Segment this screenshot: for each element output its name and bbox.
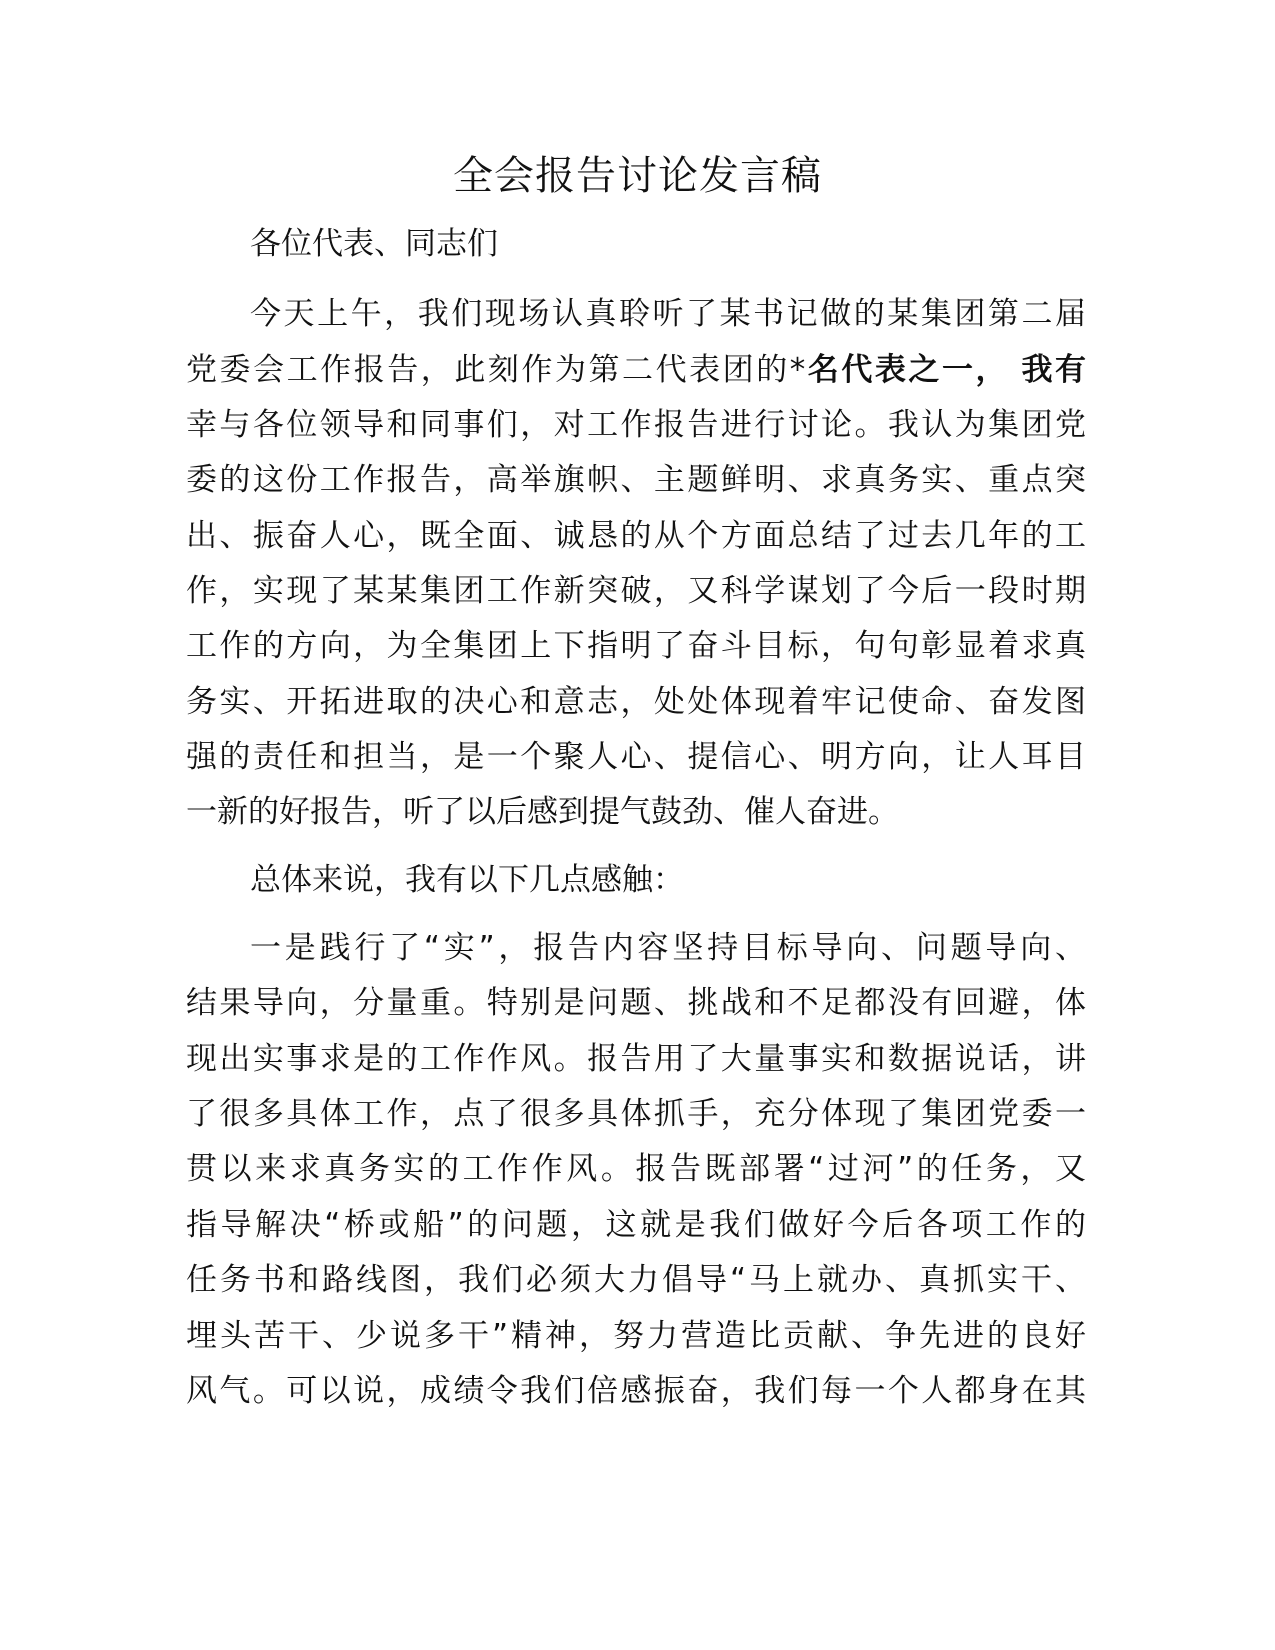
paragraph-line: 委的这份工作报告，高举旗帜、主题鲜明、求真务实、重点突 [186, 462, 1086, 498]
paragraph-line: 埋头苦干、少说多干”精神，努力营造比贡献、争先进的良好 [186, 1318, 1086, 1354]
paragraph-line: 务实、开拓进取的决心和意志，处处体现着牢记使命、奋发图 [186, 684, 1086, 720]
paragraph-line: 幸与各位领导和同事们，对工作报告进行讨论。我认为集团党 [186, 407, 1086, 443]
paragraph-line: 一新的好报告，听了以后感到提气鼓劲、催人奋进。 [186, 794, 899, 830]
paragraph-line: 任务书和路线图，我们必须大力倡导“马上就办、真抓实干、 [186, 1262, 1086, 1298]
text-run: 党委会工作报告，此刻作为第二代表团的* [186, 352, 806, 388]
paragraph-line: 总体来说，我有以下几点感触： [250, 862, 684, 898]
paragraph-line: 工作的方向，为全集团上下指明了奋斗目标，句句彰显着求真 [186, 628, 1086, 664]
paragraph-line: 一是践行了“实”，报告内容坚持目标导向、问题导向、 [250, 930, 1086, 966]
paragraph-line: 现出实事求是的工作作风。报告用了大量事实和数据说话，讲 [186, 1041, 1086, 1077]
paragraph-line: 出、振奋人心，既全面、诚恳的从个方面总结了过去几年的工 [186, 518, 1086, 554]
bold-text-run: 我有 [1021, 352, 1087, 388]
paragraph-line: 指导解决“桥或船”的问题，这就是我们做好今后各项工作的 [186, 1207, 1086, 1243]
greeting: 各位代表、同志们 [250, 226, 498, 262]
document-title: 全会报告讨论发言稿 [453, 153, 822, 199]
paragraph-line [186, 350, 1086, 390]
bold-text-run: 名代表之一， [805, 352, 1010, 388]
paragraph-line: 作，实现了某某集团工作新突破，又科学谋划了今后一段时期 [186, 573, 1086, 609]
paragraph-line: 结果导向，分量重。特别是问题、挑战和不足都没有回避，体 [186, 985, 1086, 1021]
paragraph-line: 今天上午，我们现场认真聆听了某书记做的某集团第二届 [250, 296, 1086, 332]
paragraph-line: 贯以来求真务实的工作作风。报告既部署“过河”的任务，又 [186, 1151, 1086, 1187]
paragraph-line: 了很多具体工作，点了很多具体抓手，充分体现了集团党委一 [186, 1096, 1086, 1132]
paragraph-line: 风气。可以说，成绩令我们倍感振奋，我们每一个人都身在其 [186, 1373, 1086, 1409]
paragraph-line: 强的责任和担当，是一个聚人心、提信心、明方向，让人耳目 [186, 739, 1086, 775]
